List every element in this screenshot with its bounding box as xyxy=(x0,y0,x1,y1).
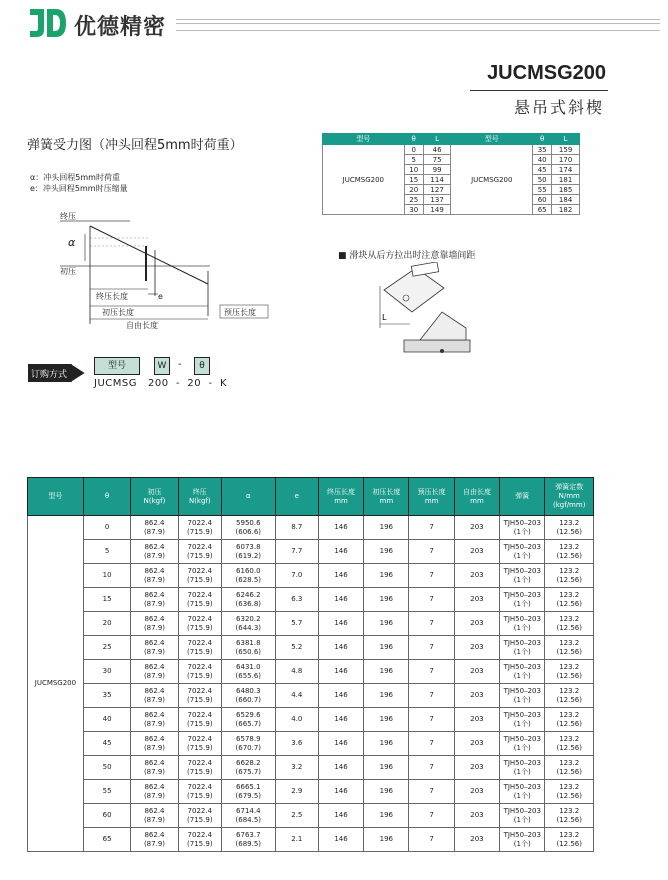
table-row xyxy=(28,756,594,780)
final-length-cell: 146 xyxy=(318,588,363,612)
theta-cell: 30 xyxy=(404,205,423,215)
preload-length-cell: 7 xyxy=(409,708,454,732)
theta-cell: 60 xyxy=(533,195,552,205)
initial-length-cell: 196 xyxy=(364,588,409,612)
final-length-cell: 146 xyxy=(318,564,363,588)
alpha-cell: 6320.2 (644.3) xyxy=(221,612,275,636)
theta-cell: 45 xyxy=(533,165,552,175)
theta-cell: 30 xyxy=(83,660,130,684)
l-cell: 170 xyxy=(552,155,580,165)
alpha-cell: 6073.8 (619.2) xyxy=(221,540,275,564)
table-row xyxy=(28,588,594,612)
alpha-cell: 6714.4 (684.5) xyxy=(221,804,275,828)
alpha-cell: 6665.1 (679.5) xyxy=(221,780,275,804)
free-length-cell: 203 xyxy=(454,828,499,852)
spring-cell: TJH50–203 (1个) xyxy=(500,540,545,564)
preload-length-cell: 7 xyxy=(409,732,454,756)
col-theta: θ xyxy=(83,478,130,516)
initial-length-cell: 196 xyxy=(364,780,409,804)
spring-cell: TJH50–203 (1个) xyxy=(500,708,545,732)
spring-rate-cell: 123.2 (12.56) xyxy=(545,828,594,852)
l-cell: 46 xyxy=(423,145,451,155)
slider-l-label: L xyxy=(382,313,387,322)
table-row xyxy=(28,828,594,852)
theta-cell: 45 xyxy=(83,732,130,756)
alpha-cell: 6529.6 (665.7) xyxy=(221,708,275,732)
label-final: 终压 xyxy=(60,212,76,221)
final-force-cell: 7022.4 (715.9) xyxy=(178,684,221,708)
final-length-cell: 146 xyxy=(318,756,363,780)
theta-cell: 55 xyxy=(83,780,130,804)
preload-length-cell: 7 xyxy=(409,684,454,708)
preload-length-cell: 7 xyxy=(409,756,454,780)
spring-rate-cell: 123.2 (12.56) xyxy=(545,684,594,708)
e-cell: 4.8 xyxy=(275,660,318,684)
theta-cell: 25 xyxy=(83,636,130,660)
spring-rate-cell: 123.2 (12.56) xyxy=(545,708,594,732)
initial-force-cell: 862.4 (87.9) xyxy=(131,756,178,780)
e-cell: 2.1 xyxy=(275,828,318,852)
spring-rate-cell: 123.2 (12.56) xyxy=(545,660,594,684)
label-alpha: α xyxy=(68,236,76,249)
spring-cell: TJH50–203 (1个) xyxy=(500,684,545,708)
alpha-cell: 6763.7 (689.5) xyxy=(221,828,275,852)
final-length-cell: 146 xyxy=(318,828,363,852)
final-length-cell: 146 xyxy=(318,804,363,828)
e-cell: 5.2 xyxy=(275,636,318,660)
spring-rate-cell: 123.2 (12.56) xyxy=(545,588,594,612)
theta-cell: 20 xyxy=(83,612,130,636)
col-spring: 弹簧 xyxy=(500,478,545,516)
label-initial: 初压 xyxy=(60,267,76,276)
e-cell: 4.4 xyxy=(275,684,318,708)
theta-cell: 55 xyxy=(533,185,552,195)
spring-chart-heading: 弹簧受力图（冲头回程5mm时荷重） xyxy=(27,138,243,153)
e-cell: 7.0 xyxy=(275,564,318,588)
label-free-length: 自由长度 xyxy=(126,321,158,330)
spec-table xyxy=(27,477,594,852)
free-length-cell: 203 xyxy=(454,636,499,660)
brand-name: 优德精密 xyxy=(74,15,167,40)
slider-illustration xyxy=(370,262,478,358)
theta-cell: 5 xyxy=(83,540,130,564)
free-length-cell: 203 xyxy=(454,684,499,708)
theta-cell: 0 xyxy=(83,516,130,540)
initial-force-cell: 862.4 (87.9) xyxy=(131,516,178,540)
final-force-cell: 7022.4 (715.9) xyxy=(178,660,221,684)
preload-length-cell: 7 xyxy=(409,588,454,612)
final-force-cell: 7022.4 (715.9) xyxy=(178,588,221,612)
free-length-cell: 203 xyxy=(454,804,499,828)
initial-length-cell: 196 xyxy=(364,564,409,588)
l-cell: 137 xyxy=(423,195,451,205)
label-preload-length: 预压长度 xyxy=(224,308,256,317)
col-preload-length: 预压长度 mm xyxy=(409,478,454,516)
initial-length-cell: 196 xyxy=(364,612,409,636)
table-row xyxy=(28,732,594,756)
spring-cell: TJH50–203 (1个) xyxy=(500,516,545,540)
final-length-cell: 146 xyxy=(318,732,363,756)
alpha-cell: 6480.3 (660.7) xyxy=(221,684,275,708)
initial-length-cell: 196 xyxy=(364,732,409,756)
final-length-cell: 146 xyxy=(318,780,363,804)
initial-force-cell: 862.4 (87.9) xyxy=(131,708,178,732)
initial-length-cell: 196 xyxy=(364,804,409,828)
l-cell: 114 xyxy=(423,175,451,185)
model-subtitle: 悬吊式斜楔 xyxy=(513,98,604,117)
l-cell: 75 xyxy=(423,155,451,165)
jd-logo xyxy=(28,8,68,38)
final-force-cell: 7022.4 (715.9) xyxy=(178,636,221,660)
spring-legend xyxy=(30,172,128,194)
e-cell: 3.2 xyxy=(275,756,318,780)
theta-cell: 25 xyxy=(404,195,423,205)
table-row xyxy=(28,684,594,708)
label-e: e xyxy=(158,292,163,301)
l-cell: 185 xyxy=(552,185,580,195)
initial-length-cell: 196 xyxy=(364,828,409,852)
table-row xyxy=(28,708,594,732)
legend-e: e：冲头回程5mm时压缩量 xyxy=(30,184,128,193)
table-row xyxy=(28,660,594,684)
table-row xyxy=(28,612,594,636)
theta-cell: 15 xyxy=(83,588,130,612)
final-force-cell: 7022.4 (715.9) xyxy=(178,828,221,852)
free-length-cell: 203 xyxy=(454,660,499,684)
theta-cell: 50 xyxy=(83,756,130,780)
spring-rate-cell: 123.2 (12.56) xyxy=(545,564,594,588)
col-final-length: 终压长度 mm xyxy=(318,478,363,516)
final-force-cell: 7022.4 (715.9) xyxy=(178,612,221,636)
l-cell: 174 xyxy=(552,165,580,175)
preload-length-cell: 7 xyxy=(409,828,454,852)
e-cell: 2.5 xyxy=(275,804,318,828)
theta-cell: 10 xyxy=(83,564,130,588)
l-cell: 159 xyxy=(552,145,580,155)
spring-cell: TJH50–203 (1个) xyxy=(500,612,545,636)
alpha-cell: 6160.0 (628.5) xyxy=(221,564,275,588)
preload-length-cell: 7 xyxy=(409,636,454,660)
spring-cell: TJH50–203 (1个) xyxy=(500,564,545,588)
table-row xyxy=(28,804,594,828)
theta-cell: 0 xyxy=(404,145,423,155)
preload-length-cell: 7 xyxy=(409,612,454,636)
col-model: 型号 xyxy=(28,478,84,516)
initial-force-cell: 862.4 (87.9) xyxy=(131,636,178,660)
theta-cell: 5 xyxy=(404,155,423,165)
e-cell: 8.7 xyxy=(275,516,318,540)
initial-length-cell: 196 xyxy=(364,660,409,684)
theta-cell: 15 xyxy=(404,175,423,185)
final-length-cell: 146 xyxy=(318,540,363,564)
free-length-cell: 203 xyxy=(454,756,499,780)
label-initial-length: 初压长度 xyxy=(102,308,134,317)
label-final-length: 终压长度 xyxy=(96,292,128,301)
spring-cell: TJH50–203 (1个) xyxy=(500,660,545,684)
col-theta: θ xyxy=(404,134,423,145)
alpha-cell: 6246.2 (636.8) xyxy=(221,588,275,612)
initial-force-cell: 862.4 (87.9) xyxy=(131,564,178,588)
final-length-cell: 146 xyxy=(318,636,363,660)
final-force-cell: 7022.4 (715.9) xyxy=(178,516,221,540)
final-length-cell: 146 xyxy=(318,708,363,732)
header-divider xyxy=(176,19,660,31)
spring-rate-cell: 123.2 (12.56) xyxy=(545,612,594,636)
col-model: 型号 xyxy=(323,134,405,145)
col-alpha: α xyxy=(221,478,275,516)
spring-rate-cell: 123.2 (12.56) xyxy=(545,780,594,804)
theta-l-table xyxy=(322,133,580,215)
col-initial-force: 初压 N(kgf) xyxy=(131,478,178,516)
order-theta-box: θ xyxy=(194,357,210,375)
free-length-cell: 203 xyxy=(454,540,499,564)
spring-cell: TJH50–203 (1个) xyxy=(500,636,545,660)
model-cell: JUCMSG200 xyxy=(323,145,405,215)
e-cell: 5.7 xyxy=(275,612,318,636)
l-cell: 182 xyxy=(552,205,580,215)
spring-rate-cell: 123.2 (12.56) xyxy=(545,804,594,828)
order-w-box: W xyxy=(154,357,170,375)
final-length-cell: 146 xyxy=(318,660,363,684)
order-tag xyxy=(26,360,90,386)
table-row xyxy=(28,516,594,540)
initial-length-cell: 196 xyxy=(364,684,409,708)
theta-cell: 10 xyxy=(404,165,423,175)
alpha-cell: 6381.8 (650.6) xyxy=(221,636,275,660)
legend-alpha: α：冲头回程5mm时荷重 xyxy=(30,173,120,182)
model-cell: JUCMSG200 xyxy=(451,145,533,215)
table-row xyxy=(28,540,594,564)
model-cell: JUCMSG200 xyxy=(28,516,84,852)
alpha-cell: 6431.0 (655.6) xyxy=(221,660,275,684)
preload-length-cell: 7 xyxy=(409,540,454,564)
final-length-cell: 146 xyxy=(318,612,363,636)
e-cell: 3.6 xyxy=(275,732,318,756)
e-cell: 4.0 xyxy=(275,708,318,732)
preload-length-cell: 7 xyxy=(409,780,454,804)
initial-force-cell: 862.4 (87.9) xyxy=(131,612,178,636)
col-l: L xyxy=(423,134,451,145)
l-cell: 127 xyxy=(423,185,451,195)
final-length-cell: 146 xyxy=(318,684,363,708)
alpha-cell: 6628.2 (675.7) xyxy=(221,756,275,780)
free-length-cell: 203 xyxy=(454,780,499,804)
free-length-cell: 203 xyxy=(454,708,499,732)
final-force-cell: 7022.4 (715.9) xyxy=(178,804,221,828)
col-spring-rate: 弹簧定数 N/mm (kgf/mm) xyxy=(545,478,594,516)
spring-rate-cell: 123.2 (12.56) xyxy=(545,516,594,540)
l-cell: 181 xyxy=(552,175,580,185)
col-final-force: 终压 N(kgf) xyxy=(178,478,221,516)
initial-force-cell: 862.4 (87.9) xyxy=(131,732,178,756)
final-force-cell: 7022.4 (715.9) xyxy=(178,708,221,732)
e-cell: 7.7 xyxy=(275,540,318,564)
col-model-2: 型号 xyxy=(451,134,533,145)
preload-length-cell: 7 xyxy=(409,516,454,540)
col-l-2: L xyxy=(552,134,580,145)
initial-force-cell: 862.4 (87.9) xyxy=(131,780,178,804)
spring-cell: TJH50–203 (1个) xyxy=(500,828,545,852)
free-length-cell: 203 xyxy=(454,516,499,540)
alpha-cell: 5950.6 (606.6) xyxy=(221,516,275,540)
final-force-cell: 7022.4 (715.9) xyxy=(178,564,221,588)
col-initial-length: 初压长度 mm xyxy=(364,478,409,516)
final-force-cell: 7022.4 (715.9) xyxy=(178,756,221,780)
e-cell: 2.9 xyxy=(275,780,318,804)
spring-cell: TJH50–203 (1个) xyxy=(500,732,545,756)
order-model-box: 型号 xyxy=(94,357,140,375)
initial-force-cell: 862.4 (87.9) xyxy=(131,684,178,708)
initial-force-cell: 862.4 (87.9) xyxy=(131,660,178,684)
free-length-cell: 203 xyxy=(454,732,499,756)
initial-force-cell: 862.4 (87.9) xyxy=(131,804,178,828)
free-length-cell: 203 xyxy=(454,564,499,588)
theta-cell: 60 xyxy=(83,804,130,828)
table-row xyxy=(28,636,594,660)
theta-cell: 65 xyxy=(533,205,552,215)
spring-cell: TJH50–203 (1个) xyxy=(500,804,545,828)
spring-rate-cell: 123.2 (12.56) xyxy=(545,540,594,564)
preload-length-cell: 7 xyxy=(409,564,454,588)
initial-length-cell: 196 xyxy=(364,540,409,564)
spring-cell: TJH50–203 (1个) xyxy=(500,588,545,612)
col-theta-2: θ xyxy=(533,134,552,145)
initial-length-cell: 196 xyxy=(364,516,409,540)
initial-force-cell: 862.4 (87.9) xyxy=(131,828,178,852)
spring-rate-cell: 123.2 (12.56) xyxy=(545,756,594,780)
initial-force-cell: 862.4 (87.9) xyxy=(131,540,178,564)
spring-rate-cell: 123.2 (12.56) xyxy=(545,732,594,756)
theta-cell: 40 xyxy=(533,155,552,165)
l-cell: 184 xyxy=(552,195,580,205)
e-cell: 6.3 xyxy=(275,588,318,612)
table-row xyxy=(28,564,594,588)
initial-force-cell: 862.4 (87.9) xyxy=(131,588,178,612)
l-cell: 99 xyxy=(423,165,451,175)
theta-cell: 20 xyxy=(404,185,423,195)
theta-cell: 65 xyxy=(83,828,130,852)
spring-rate-cell: 123.2 (12.56) xyxy=(545,636,594,660)
order-tag-label: 订购方式 xyxy=(31,370,68,380)
free-length-cell: 203 xyxy=(454,612,499,636)
final-length-cell: 146 xyxy=(318,516,363,540)
installation-note: ■ 滑块从后方拉出时注意靠墙间距 xyxy=(338,251,476,261)
l-cell: 149 xyxy=(423,205,451,215)
free-length-cell: 203 xyxy=(454,588,499,612)
table-row xyxy=(28,780,594,804)
model-title: JUCMSG200 xyxy=(487,62,606,84)
final-force-cell: 7022.4 (715.9) xyxy=(178,540,221,564)
spring-cell: TJH50–203 (1个) xyxy=(500,780,545,804)
theta-cell: 40 xyxy=(83,708,130,732)
theta-cell: 35 xyxy=(533,145,552,155)
spring-cell: TJH50–203 (1个) xyxy=(500,756,545,780)
theta-cell: 35 xyxy=(83,684,130,708)
theta-cell: 50 xyxy=(533,175,552,185)
col-e: e xyxy=(275,478,318,516)
final-force-cell: 7022.4 (715.9) xyxy=(178,780,221,804)
spring-force-diagram xyxy=(30,206,290,336)
final-force-cell: 7022.4 (715.9) xyxy=(178,732,221,756)
preload-length-cell: 7 xyxy=(409,804,454,828)
alpha-cell: 6578.9 (670.7) xyxy=(221,732,275,756)
initial-length-cell: 196 xyxy=(364,756,409,780)
initial-length-cell: 196 xyxy=(364,708,409,732)
preload-length-cell: 7 xyxy=(409,660,454,684)
order-example: JUCMSG 200 - 20 - K xyxy=(94,378,228,389)
order-dash: - xyxy=(178,359,182,370)
initial-length-cell: 196 xyxy=(364,636,409,660)
model-title-rule xyxy=(470,90,608,91)
table-row xyxy=(323,145,580,155)
col-free-length: 自由长度 mm xyxy=(454,478,499,516)
